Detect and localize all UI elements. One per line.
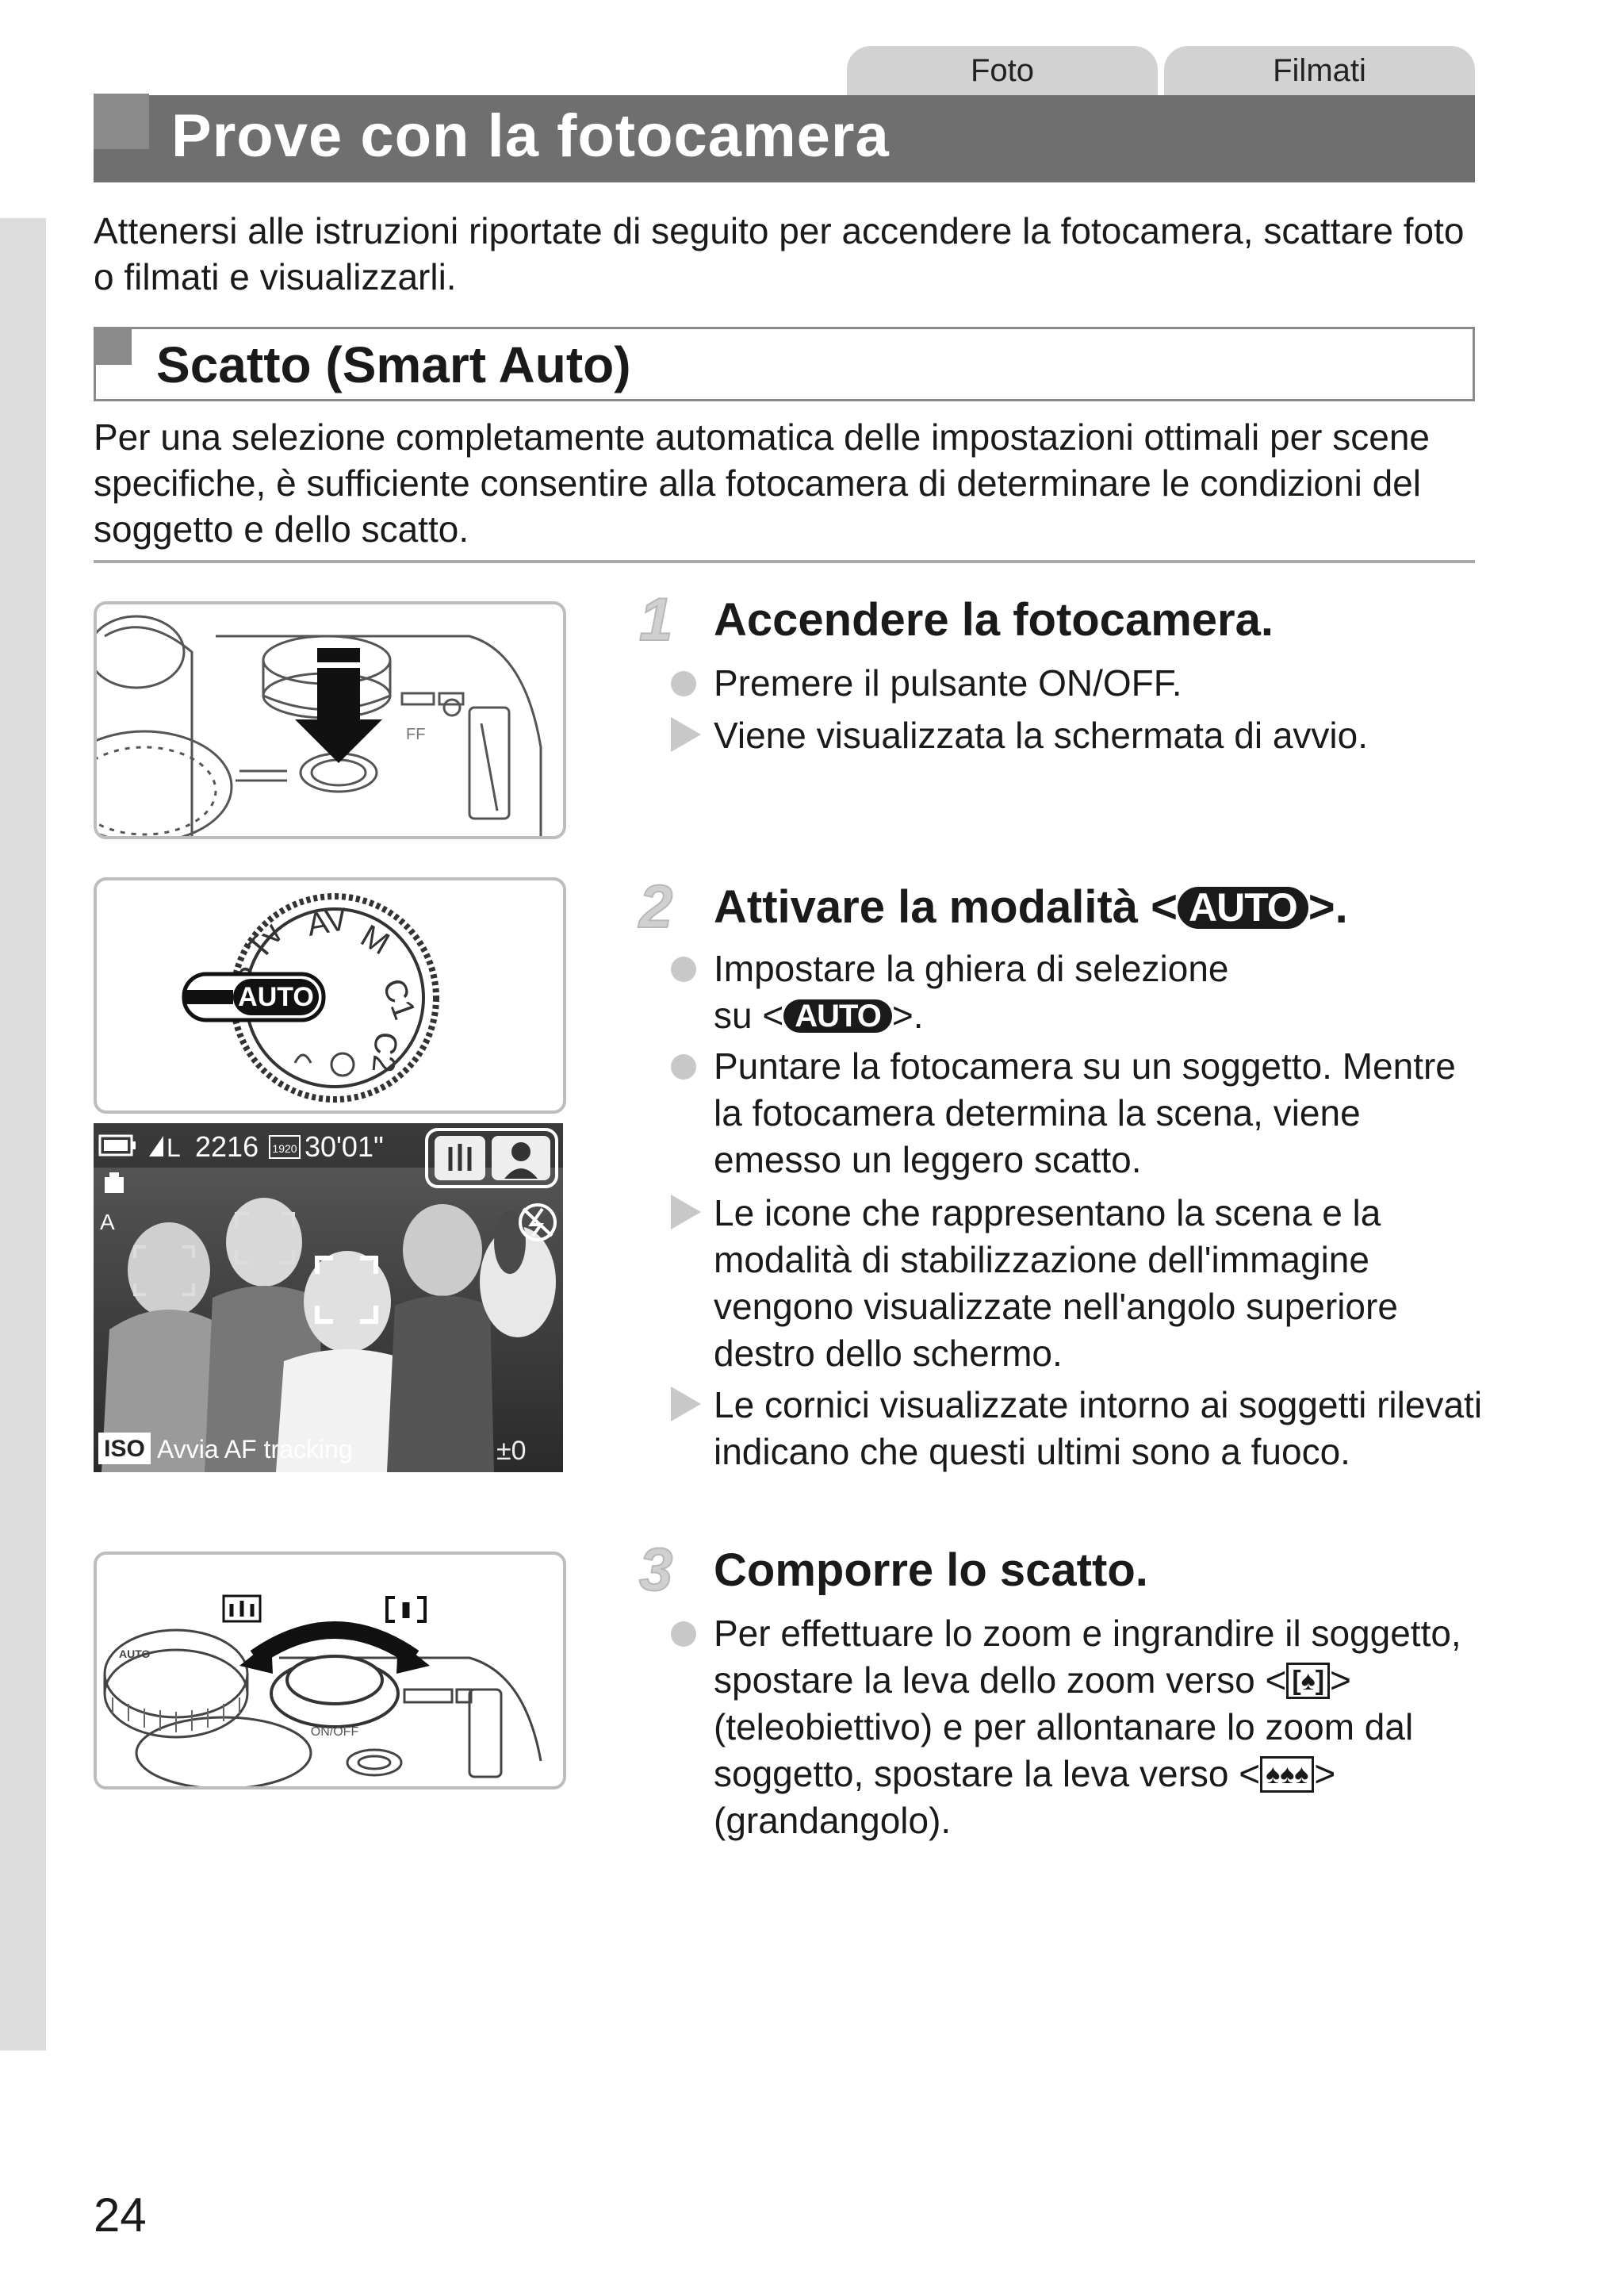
step-1-title: Accendere la fotocamera.: [714, 594, 1274, 646]
movie-res-label: 1920: [272, 1142, 297, 1155]
bullet-dot-marker: [671, 1621, 696, 1647]
tab-filmati-label: Filmati: [1273, 52, 1366, 88]
step-2-bullet-3: Le icone che rappresentano la scena e la modalità di stabilizzazione dell'immagine vengono visualizzate nell'angolo superiore destro dello schermo.: [714, 1192, 1398, 1374]
wide-angle-icon: ♠♠♠: [1260, 1756, 1314, 1793]
bullet-dot-marker: [671, 1054, 696, 1080]
section-description: Per una selezione completamente automatica delle impostazioni ottimali per scene specifiche, è sufficiente consentire alla fotocamera di determinare le condizioni del soggetto e dello scatto.: [94, 416, 1431, 550]
step-3-text-part3: > (grandangolo).: [714, 1753, 1336, 1841]
svg-text:M: M: [354, 918, 396, 962]
step-2-bullet-1-prefix: su <: [714, 995, 784, 1036]
mini-dial-auto: AUTO: [119, 1647, 151, 1660]
step-1-bullet-1: Premere il pulsante ON/OFF.: [714, 662, 1182, 704]
zoom-ring: [271, 1656, 398, 1727]
dial-auto-label: AUTO: [238, 982, 314, 1012]
page-number: 24: [94, 2188, 147, 2242]
af-tracking-text: Avvia AF tracking: [157, 1435, 353, 1463]
aspect-icon: A: [100, 1210, 115, 1234]
step-2-number: 2: [639, 873, 673, 941]
section-title: Scatto (Smart Auto): [156, 336, 631, 393]
step-3-bullet-1: [714, 1610, 1475, 1844]
camera-top-drawing: [97, 604, 563, 836]
off-label: FF: [406, 726, 426, 743]
side-strip: [0, 218, 46, 2050]
step-2-bullet-1-line2: [714, 992, 1491, 1039]
section-divider: [94, 560, 1475, 563]
auto-mode-icon: AUTO: [783, 999, 892, 1033]
step-2-bullet-1: [714, 946, 1491, 1039]
page-title: Prove con la fotocamera: [171, 102, 890, 170]
header-decoration: [94, 94, 149, 149]
step-2-title: [714, 880, 1348, 934]
svg-text:Tv: Tv: [240, 916, 290, 966]
step-3-title: Comporre lo scatto.: [714, 1544, 1148, 1596]
section-decoration: [94, 327, 132, 365]
main-header: [94, 95, 1475, 182]
step-2-title-suffix: >.: [1308, 881, 1348, 933]
bullet-dot-marker: [671, 957, 696, 982]
press-arrow-icon: [295, 648, 382, 763]
tab-foto-label: Foto: [970, 52, 1035, 88]
bullet-triangle-marker: [671, 1387, 701, 1421]
camera-screen-preview: [94, 1123, 563, 1472]
bullet-triangle-marker: [671, 1195, 701, 1229]
illustration-power-button: [94, 601, 566, 839]
exposure-value: ±0: [496, 1436, 527, 1466]
svg-text:C1: C1: [375, 974, 423, 1025]
telephoto-icon: [♠]: [1286, 1663, 1330, 1699]
illustration-zoom-lever: [94, 1552, 566, 1789]
telephoto-icon: [387, 1598, 425, 1621]
tab-foto[interactable]: [847, 46, 1158, 95]
bullet-dot-marker: [671, 671, 696, 696]
shots-remaining: 2216: [195, 1130, 259, 1163]
wide-angle-icon: [224, 1596, 260, 1621]
svg-text:C2: C2: [365, 1030, 404, 1074]
screen-photo-drawing: [94, 1123, 563, 1472]
step-1-bullet-2: Viene visualizzata la schermata di avvio.: [714, 715, 1369, 756]
step-2-bullet-4: Le cornici visualizzate intorno ai soggetti rilevati indicano che questi ultimi sono a fuoco.: [714, 1384, 1483, 1472]
step-2-bullet-1-suffix: >.: [891, 995, 924, 1036]
tab-filmati[interactable]: [1164, 46, 1475, 95]
step-3-text-part2: > (teleobiettivo) e per allontanare lo zoom dal soggetto, spostare la leva verso <: [714, 1659, 1414, 1794]
step-2-title-prefix: Attivare la modalità <: [714, 881, 1178, 933]
mode-dial-drawing: [97, 880, 563, 1110]
bullet-triangle-marker: [671, 717, 701, 752]
step-1-number: 1: [639, 586, 673, 654]
on-off-label: ON/OFF: [310, 1725, 359, 1739]
step-2-bullet-1-line1: Impostare la ghiera di selezione: [714, 948, 1229, 989]
step-3-number: 3: [639, 1536, 673, 1604]
step-2-bullet-2: Puntare la fotocamera su un soggetto. Mentre la fotocamera determina la scena, viene emesso un leggero scatto.: [714, 1045, 1456, 1180]
section-header: [94, 327, 1475, 401]
movie-time: 30'01": [304, 1130, 384, 1163]
iso-label: ISO: [104, 1436, 145, 1462]
svg-text:AV: AV: [304, 901, 350, 943]
quality-label: L: [167, 1133, 181, 1162]
zoom-lever-drawing: [97, 1555, 563, 1786]
auto-mode-icon: AUTO: [1178, 887, 1308, 929]
illustration-mode-dial: [94, 877, 566, 1114]
step-3-text-part1: Per effettuare lo zoom e ingrandire il soggetto, spostare la leva dello zoom verso <: [714, 1613, 1461, 1701]
intro-text: Attenersi alle istruzioni riportate di seguito per accendere la fotocamera, scattare foto o filmati e visualizzarli.: [94, 210, 1465, 297]
